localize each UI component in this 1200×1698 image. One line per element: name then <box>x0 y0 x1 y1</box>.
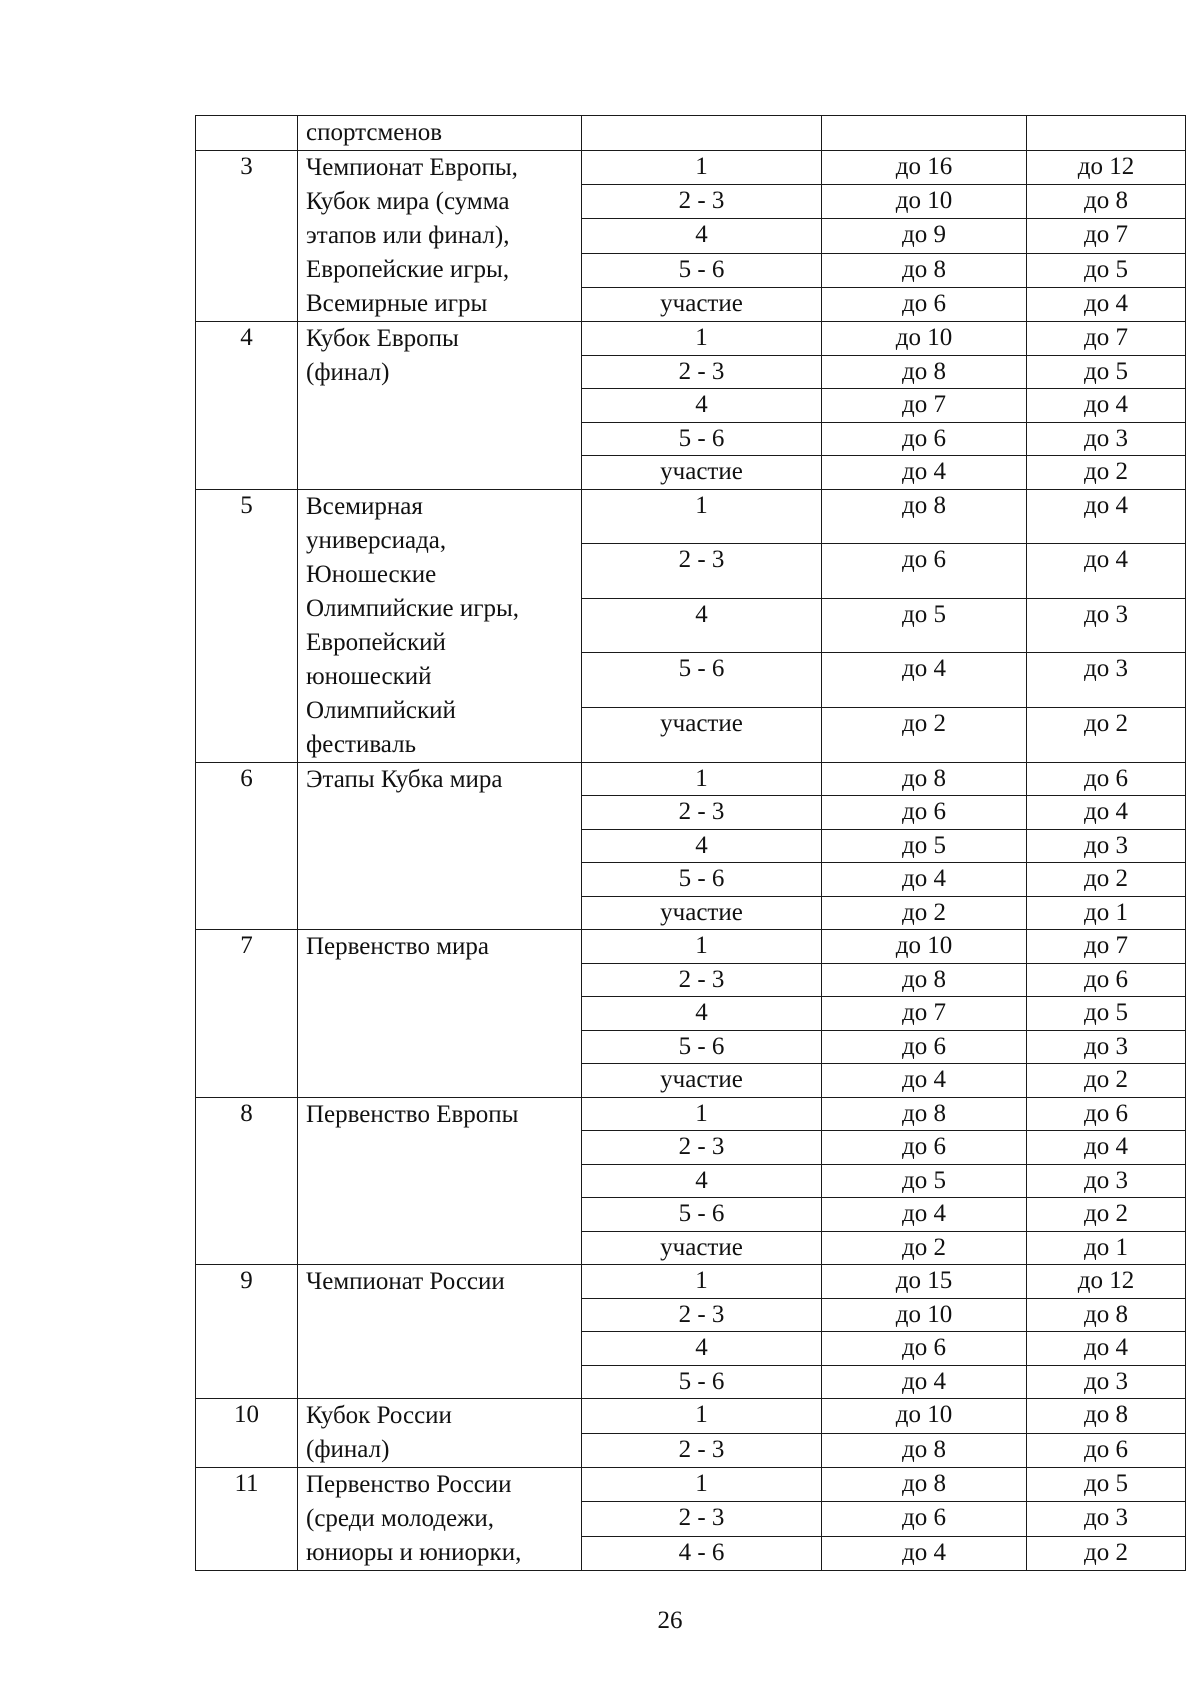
competition-name-cell <box>298 762 582 930</box>
points-a-cell: до 7 <box>822 389 1027 423</box>
competition-name-cell <box>298 116 582 151</box>
place-cell: участие <box>582 456 822 490</box>
points-b-cell: до 1 <box>1027 1231 1186 1265</box>
competition-name-line: Кубок Европы <box>306 325 459 352</box>
place-cell: 5 - 6 <box>582 1030 822 1064</box>
points-b-cell: до 4 <box>1027 389 1186 423</box>
points-b-cell: до 2 <box>1027 863 1186 897</box>
points-a-cell: до 6 <box>822 422 1027 456</box>
points-a-cell: до 10 <box>822 185 1027 219</box>
points-a-cell: до 6 <box>822 544 1027 599</box>
points-a-cell: до 6 <box>822 1030 1027 1064</box>
points-b-cell: до 4 <box>1027 287 1186 321</box>
points-a-cell: до 5 <box>822 1164 1027 1198</box>
table-row <box>196 151 1186 185</box>
row-number-cell: 9 <box>196 1265 298 1399</box>
points-a-cell: до 5 <box>822 598 1027 653</box>
competition-name-line: универсиада, <box>306 526 447 554</box>
row-number-cell: 7 <box>196 930 298 1098</box>
points-b-cell: до 3 <box>1027 829 1186 863</box>
place-cell: 2 - 3 <box>582 185 822 219</box>
table-row <box>196 930 1186 964</box>
points-b-cell <box>1027 116 1186 151</box>
competition-name-line: Чемпионат Европы, <box>306 154 518 181</box>
points-a-cell: до 6 <box>822 1131 1027 1165</box>
place-cell: 4 <box>582 997 822 1031</box>
points-a-cell: до 16 <box>822 151 1027 185</box>
place-cell: 2 - 3 <box>582 796 822 830</box>
competition-name-line: Европейский <box>306 628 446 656</box>
competition-name-line: (среди молодежи, <box>306 1505 495 1532</box>
table-row <box>196 322 1186 356</box>
points-a-cell: до 4 <box>822 1198 1027 1232</box>
points-b-cell: до 2 <box>1027 456 1186 490</box>
place-cell: 2 - 3 <box>582 355 822 389</box>
points-a-cell: до 8 <box>822 1468 1027 1502</box>
competition-name-line: Европейские игры, <box>306 256 510 283</box>
competition-name-cell <box>298 1468 582 1571</box>
points-b-cell: до 7 <box>1027 930 1186 964</box>
points-a-cell: до 9 <box>822 219 1027 253</box>
points-b-cell: до 3 <box>1027 1164 1186 1198</box>
place-cell: 4 <box>582 1332 822 1366</box>
page-number: 26 <box>657 1607 683 1634</box>
points-b-cell: до 8 <box>1027 1298 1186 1332</box>
place-cell: 4 <box>582 389 822 423</box>
place-cell: 4 <box>582 1164 822 1198</box>
points-b-cell: до 12 <box>1027 151 1186 185</box>
competition-name-line: Этапы Кубка мира <box>306 765 503 793</box>
points-b-cell: до 3 <box>1027 653 1186 708</box>
row-number-cell: 11 <box>196 1468 298 1571</box>
competition-name-line: юношеский <box>306 662 432 690</box>
points-b-cell: до 5 <box>1027 253 1186 287</box>
place-cell: 5 - 6 <box>582 253 822 287</box>
points-b-cell: до 4 <box>1027 544 1186 599</box>
points-b-cell: до 8 <box>1027 185 1186 219</box>
points-a-cell: до 2 <box>822 896 1027 930</box>
competition-name-cell <box>298 930 582 1098</box>
place-cell <box>582 116 822 151</box>
points-a-cell: до 6 <box>822 1502 1027 1536</box>
row-number-cell: 4 <box>196 322 298 490</box>
results-table <box>195 115 1186 1571</box>
points-b-cell: до 3 <box>1027 1502 1186 1536</box>
place-cell: 4 <box>582 219 822 253</box>
row-number-cell: 3 <box>196 151 298 322</box>
place-cell: 1 <box>582 151 822 185</box>
row-number-cell: 6 <box>196 762 298 930</box>
points-a-cell: до 8 <box>822 253 1027 287</box>
points-b-cell: до 7 <box>1027 322 1186 356</box>
points-a-cell: до 10 <box>822 1399 1027 1434</box>
points-b-cell: до 2 <box>1027 1198 1186 1232</box>
points-b-cell: до 6 <box>1027 1433 1186 1468</box>
place-cell: 1 <box>582 322 822 356</box>
points-b-cell: до 4 <box>1027 796 1186 830</box>
row-number-cell <box>196 116 298 151</box>
competition-name-cell <box>298 489 582 762</box>
competition-name-line: Первенство Европы <box>306 1100 519 1128</box>
competition-name-line: фестиваль <box>306 730 416 758</box>
place-cell: 2 - 3 <box>582 1433 822 1468</box>
place-cell: 2 - 3 <box>582 544 822 599</box>
points-a-cell: до 10 <box>822 930 1027 964</box>
points-b-cell: до 6 <box>1027 762 1186 796</box>
place-cell: 1 <box>582 1468 822 1502</box>
competition-name-line: Юношеские <box>306 560 437 588</box>
points-a-cell: до 8 <box>822 1433 1027 1468</box>
points-a-cell: до 6 <box>822 1332 1027 1366</box>
place-cell: 4 <box>582 598 822 653</box>
table-row <box>196 489 1186 544</box>
table-row <box>196 1468 1186 1502</box>
table-row <box>196 1265 1186 1299</box>
place-cell: 4 <box>582 829 822 863</box>
points-a-cell: до 10 <box>822 1298 1027 1332</box>
competition-name-line: (финал) <box>306 359 390 386</box>
place-cell: 1 <box>582 762 822 796</box>
row-number-cell: 5 <box>196 489 298 762</box>
points-a-cell: до 4 <box>822 653 1027 708</box>
points-a-cell: до 8 <box>822 1097 1027 1131</box>
points-a-cell: до 4 <box>822 1536 1027 1570</box>
place-cell: 1 <box>582 489 822 544</box>
place-cell: 1 <box>582 930 822 964</box>
competition-name-line: Всемирная <box>306 492 423 520</box>
points-a-cell: до 4 <box>822 1365 1027 1399</box>
points-a-cell: до 2 <box>822 1231 1027 1265</box>
points-b-cell: до 4 <box>1027 1131 1186 1165</box>
points-b-cell: до 5 <box>1027 1468 1186 1502</box>
points-a-cell: до 15 <box>822 1265 1027 1299</box>
points-a-cell: до 8 <box>822 489 1027 544</box>
place-cell: 5 - 6 <box>582 422 822 456</box>
row-number-cell: 8 <box>196 1097 298 1265</box>
points-b-cell: до 7 <box>1027 219 1186 253</box>
points-a-cell: до 5 <box>822 829 1027 863</box>
competition-name-line: юниоры и юниорки, <box>306 1539 522 1566</box>
points-b-cell: до 5 <box>1027 997 1186 1031</box>
points-b-cell: до 4 <box>1027 1332 1186 1366</box>
place-cell: 5 - 6 <box>582 1365 822 1399</box>
points-b-cell: до 12 <box>1027 1265 1186 1299</box>
place-cell: участие <box>582 1231 822 1265</box>
competition-name-cell <box>298 1097 582 1265</box>
place-cell: 5 - 6 <box>582 1198 822 1232</box>
table-row <box>196 1399 1186 1434</box>
place-cell: участие <box>582 896 822 930</box>
table-row <box>196 762 1186 796</box>
points-a-cell: до 8 <box>822 963 1027 997</box>
competition-name-cell <box>298 1399 582 1468</box>
points-a-cell: до 6 <box>822 287 1027 321</box>
points-b-cell: до 2 <box>1027 1536 1186 1570</box>
place-cell: 2 - 3 <box>582 1502 822 1536</box>
points-a-cell: до 8 <box>822 762 1027 796</box>
points-b-cell: до 8 <box>1027 1399 1186 1434</box>
points-b-cell: до 3 <box>1027 598 1186 653</box>
competition-name-cell <box>298 1265 582 1399</box>
points-a-cell: до 4 <box>822 456 1027 490</box>
competition-name-line: спортсменов <box>306 119 443 146</box>
competition-name-line: этапов или финал), <box>306 222 510 249</box>
points-b-cell: до 1 <box>1027 896 1186 930</box>
place-cell: 2 - 3 <box>582 1131 822 1165</box>
points-b-cell: до 6 <box>1027 1097 1186 1131</box>
points-b-cell: до 3 <box>1027 1365 1186 1399</box>
points-a-cell: до 8 <box>822 355 1027 389</box>
table-row <box>196 1097 1186 1131</box>
results-table-body <box>196 116 1186 1571</box>
points-b-cell: до 2 <box>1027 1064 1186 1098</box>
points-a-cell: до 10 <box>822 322 1027 356</box>
points-a-cell: до 7 <box>822 997 1027 1031</box>
place-cell: участие <box>582 707 822 762</box>
place-cell: участие <box>582 287 822 321</box>
competition-name-line: Всемирные игры <box>306 290 488 317</box>
competition-name-line: Олимпийский <box>306 696 456 724</box>
competition-name-line: Кубок мира (сумма <box>306 188 510 215</box>
place-cell: 5 - 6 <box>582 653 822 708</box>
points-b-cell: до 2 <box>1027 707 1186 762</box>
points-a-cell: до 2 <box>822 707 1027 762</box>
points-b-cell: до 3 <box>1027 422 1186 456</box>
points-b-cell: до 4 <box>1027 489 1186 544</box>
place-cell: 1 <box>582 1399 822 1434</box>
competition-name-line: Кубок России <box>306 1402 452 1429</box>
place-cell: 2 - 3 <box>582 963 822 997</box>
place-cell: 4 - 6 <box>582 1536 822 1570</box>
points-b-cell: до 3 <box>1027 1030 1186 1064</box>
place-cell: 2 - 3 <box>582 1298 822 1332</box>
points-a-cell: до 4 <box>822 863 1027 897</box>
table-row <box>196 116 1186 151</box>
place-cell: 1 <box>582 1265 822 1299</box>
competition-name-line: (финал) <box>306 1436 390 1463</box>
competition-name-line: Первенство России <box>306 1471 512 1498</box>
competition-name-line: Олимпийские игры, <box>306 594 520 622</box>
place-cell: 5 - 6 <box>582 863 822 897</box>
points-a-cell <box>822 116 1027 151</box>
competition-name-cell <box>298 322 582 490</box>
place-cell: 1 <box>582 1097 822 1131</box>
points-b-cell: до 6 <box>1027 963 1186 997</box>
points-a-cell: до 6 <box>822 796 1027 830</box>
competition-name-cell <box>298 151 582 322</box>
points-b-cell: до 5 <box>1027 355 1186 389</box>
competition-name-line: Первенство мира <box>306 933 489 960</box>
competition-name-line: Чемпионат России <box>306 1268 505 1295</box>
place-cell: участие <box>582 1064 822 1098</box>
points-a-cell: до 4 <box>822 1064 1027 1098</box>
row-number-cell: 10 <box>196 1399 298 1468</box>
